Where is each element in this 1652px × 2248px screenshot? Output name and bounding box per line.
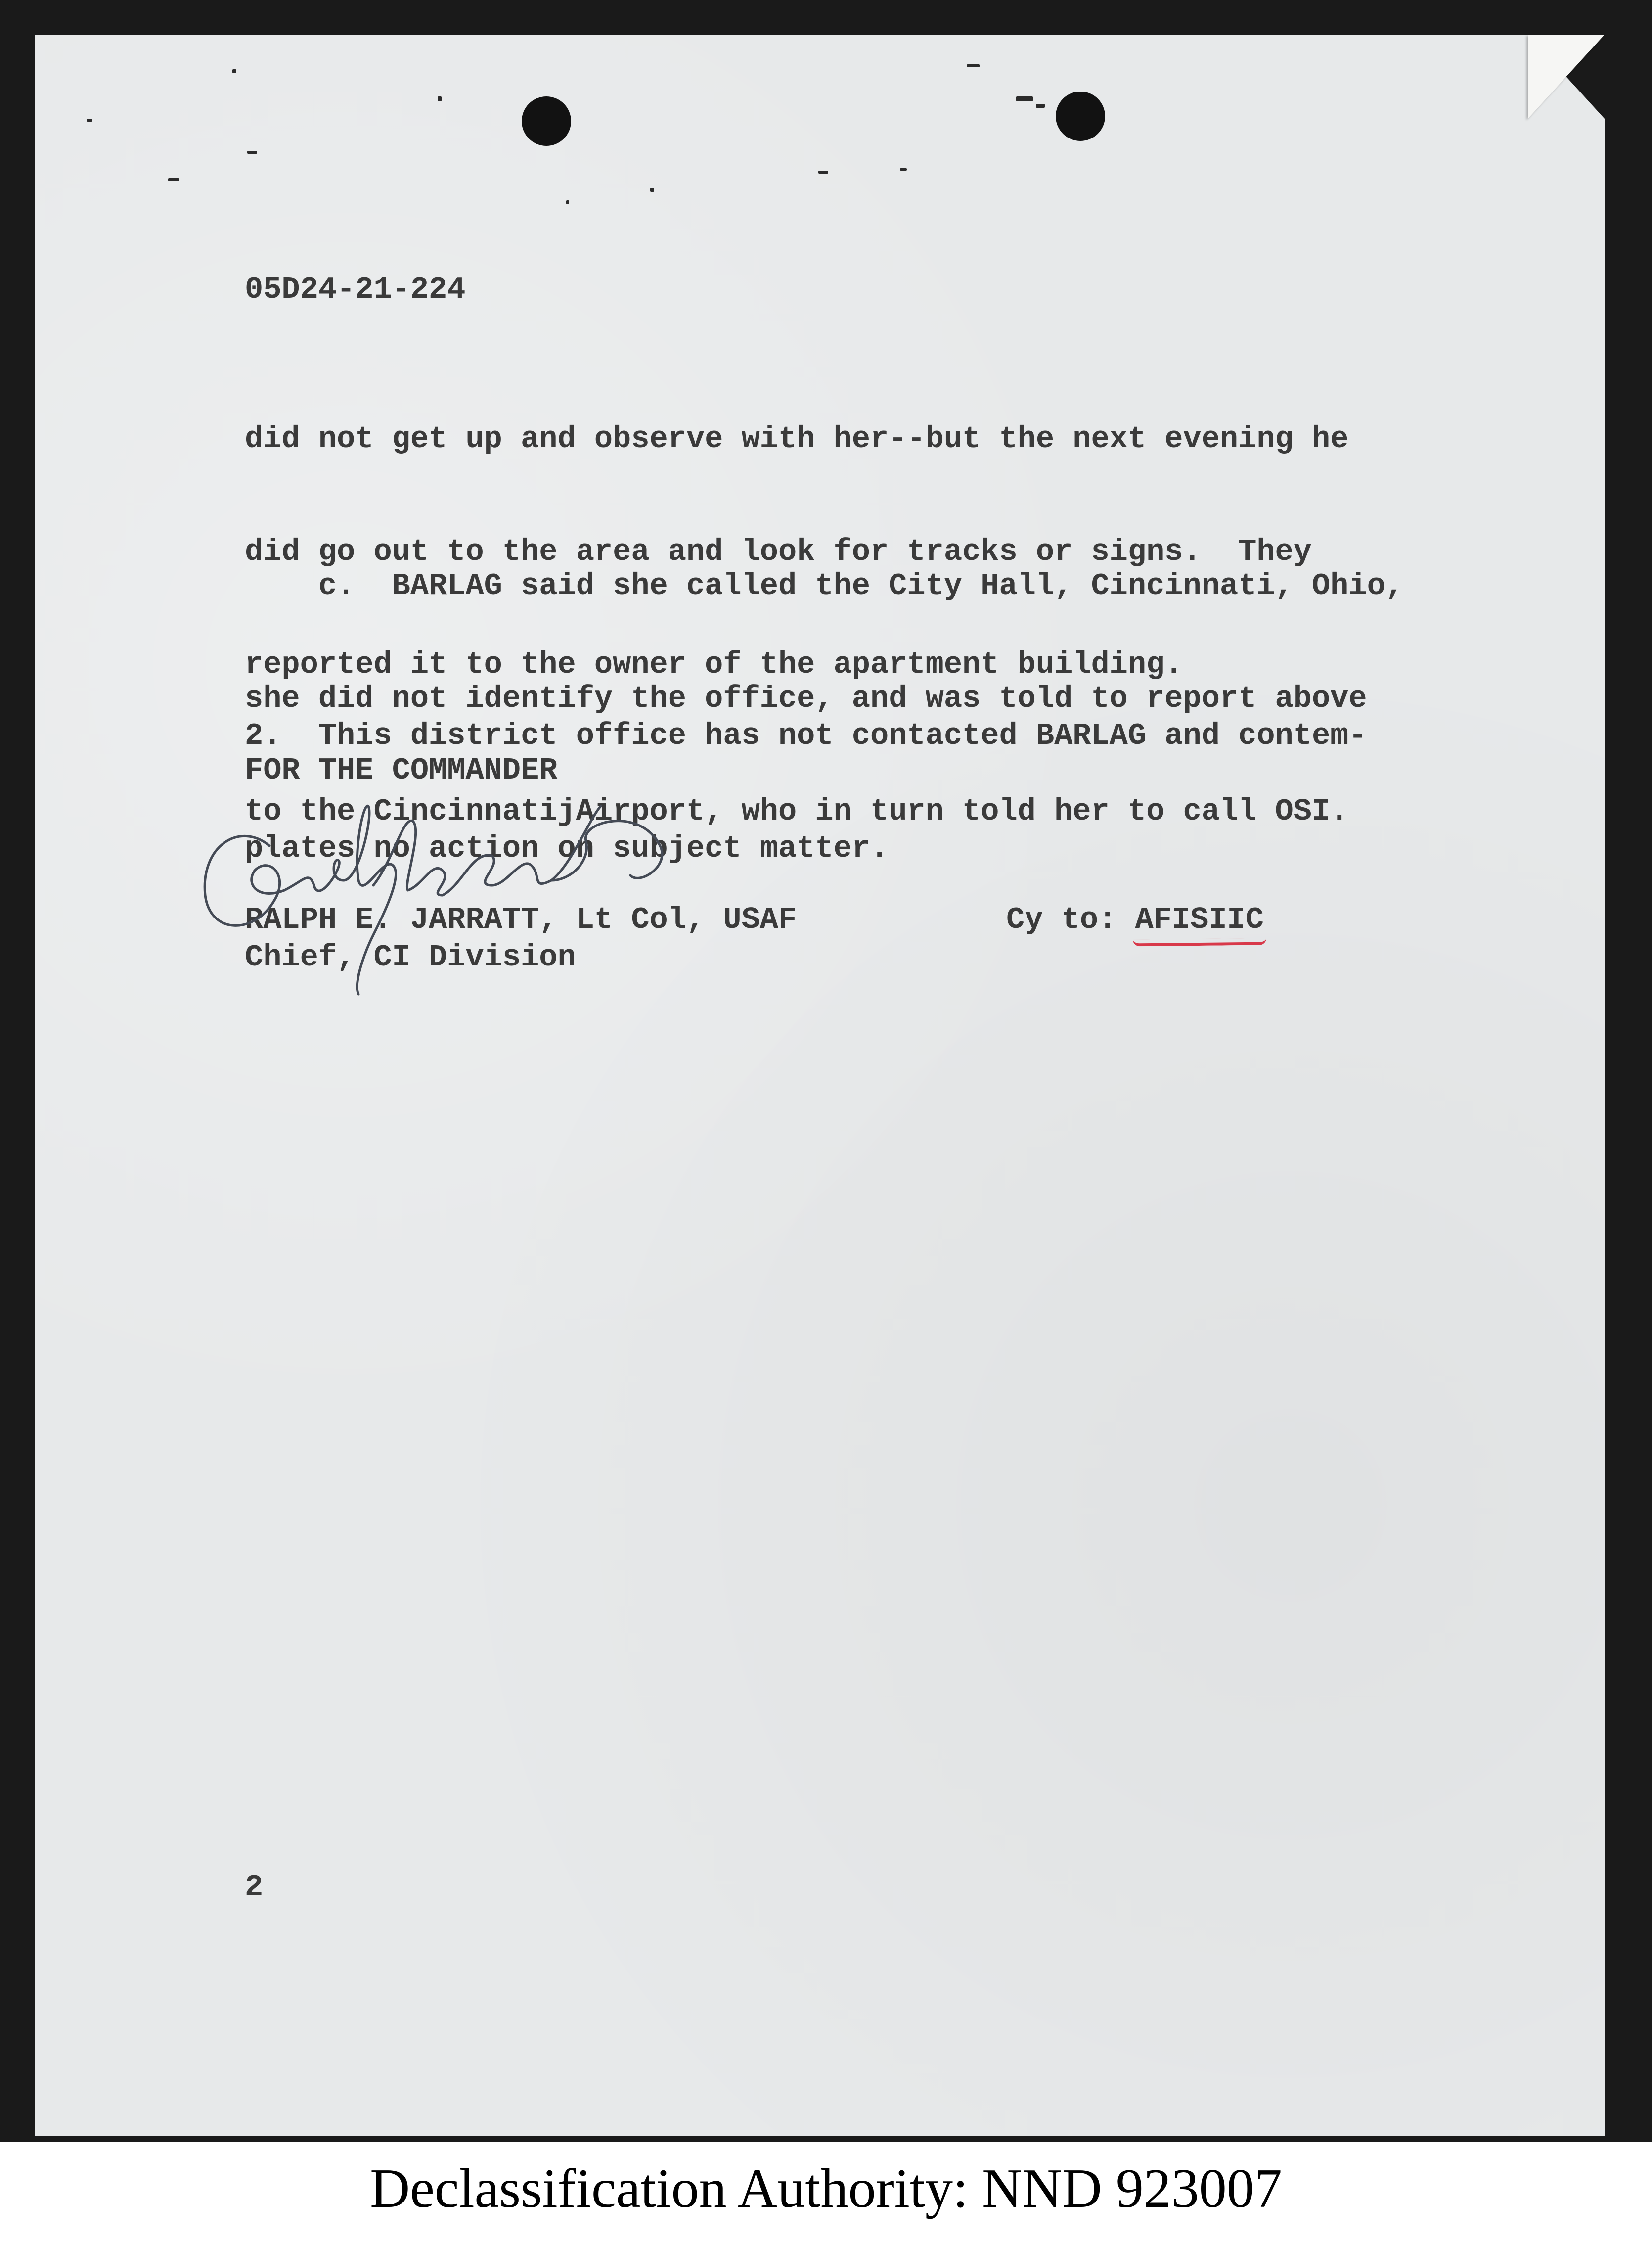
red-ink-underline [1133,938,1267,947]
folded-corner [1528,35,1605,119]
paper-speck [900,168,907,171]
file-number: 05D24-21-224 [245,272,466,307]
copy-to-label: Cy to: [1006,902,1135,937]
paper-speck [87,119,92,122]
signer-title: Chief, CI Division [245,940,576,975]
punch-hole-right [1056,92,1105,141]
declassification-footer: Declassification Authority: NND 923007 [370,2158,1282,2219]
paper-speck [1016,96,1033,101]
paper-speck [566,200,569,204]
punch-hole-left [522,96,571,146]
copy-to-recipient [1135,901,1263,939]
closing-line: FOR THE COMMANDER [245,753,558,788]
paper-speck [232,69,236,73]
paragraph-line: plates no action on subject matter. [245,831,889,866]
paper-speck [818,171,828,174]
paragraph-line: reported it to the owner of the apartment building. [245,647,1183,682]
handwritten-signature [195,786,670,1004]
paper-speck [1036,104,1045,108]
paragraph-line: did not get up and observe with her--but the next evening he [245,421,1349,457]
paper-speck [438,96,442,101]
paragraph-line: did go out to the area and look for tracks or signs. They [245,534,1312,569]
copy-to [1006,901,1264,939]
page-number: 2 [245,1870,264,1905]
paragraph-line: c. BARLAG said she called the City Hall, Cincinnati, Ohio, [245,568,1404,603]
signer-name: RALPH E. JARRATT, Lt Col, USAF [245,902,797,937]
paragraph-line: to the CincinnatijAirport, who in turn told her to call OSI. [245,794,1349,829]
paper-speck [247,151,257,154]
copy-to-value: AFISIIC [1135,902,1264,937]
paper-speck [967,64,980,67]
paper-speck [168,178,179,181]
paragraph-line: 2. This district office has not contacted BARLAG and contem- [245,718,1367,753]
paper-speck [650,188,654,192]
paragraph-line: she did not identify the office, and was told to report above [245,681,1367,716]
